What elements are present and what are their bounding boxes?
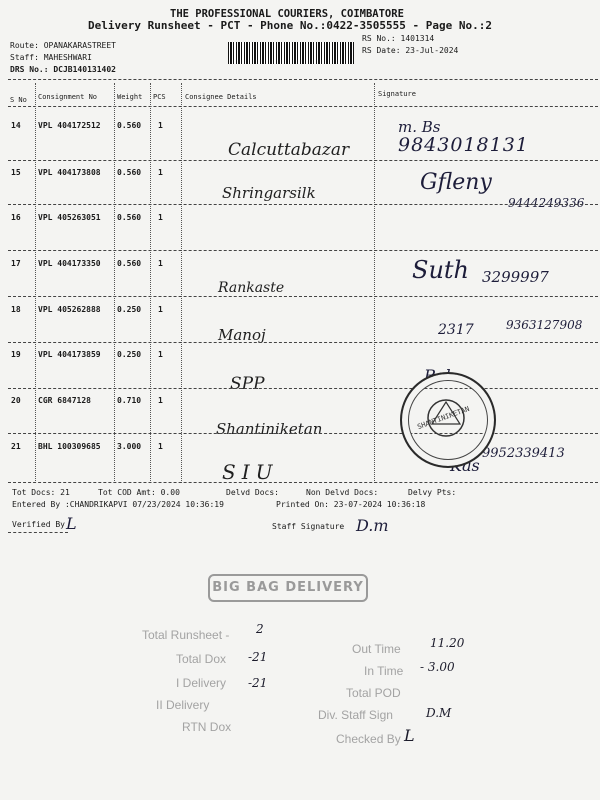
col-separator — [374, 83, 375, 483]
consignee-handwriting: Shantiniketan — [216, 420, 323, 438]
signature-handwriting: 2317 — [438, 322, 474, 338]
totals-divider — [8, 482, 598, 483]
row-divider — [8, 388, 598, 389]
stamp-div-staff-sign: Div. Staff Sign — [318, 708, 393, 722]
signature-handwriting: Kas — [450, 456, 480, 475]
table-row-weight: 0.250 — [117, 350, 142, 359]
printed-on: Printed On: 23-07-2024 10:36:18 — [276, 500, 426, 509]
seal-text: SHANTINIKETAN — [416, 404, 471, 432]
col-consignee: Consignee Details — [185, 93, 257, 101]
phone-handwriting: 9363127908 — [506, 318, 583, 332]
col-consignment: Consignment No — [38, 93, 98, 101]
col-weight: Weight — [117, 93, 143, 101]
table-row-pcs: 1 — [158, 350, 163, 359]
table-row-pcs: 1 — [158, 213, 163, 222]
row-divider — [8, 342, 598, 343]
table-row-consignment: VPL 404173808 — [38, 168, 101, 177]
table-row-sno: 18 — [11, 305, 21, 314]
signature-handwriting: Rel — [424, 366, 451, 385]
drs-number: DRS No.: DCJB140131402 — [10, 65, 116, 74]
col-separator — [150, 83, 151, 483]
stamp-total-runsheet: Total Runsheet - — [142, 628, 230, 642]
table-row-sno: 19 — [11, 350, 21, 359]
stamp-checked-by: Checked By — [336, 732, 401, 746]
rs-number: RS No.: 1401314 — [362, 34, 435, 43]
consignee-handwriting: Manoj — [218, 326, 266, 344]
total-cod-amount: Tot COD Amt: 0.00 — [98, 488, 180, 497]
table-row-weight: 0.560 — [117, 121, 142, 130]
big-bag-delivery-stamp: BIG BAG DELIVERY — [208, 574, 368, 602]
hand-total-dox: -21 — [248, 650, 268, 664]
col-pcs: PCS — [153, 93, 166, 101]
table-row-pcs: 1 — [158, 396, 163, 405]
phone-handwriting: 9952339413 — [482, 446, 565, 461]
table-row-weight: 0.560 — [117, 259, 142, 268]
signature-handwriting: Suth — [412, 256, 469, 284]
stamp-in-time: In Time — [364, 664, 404, 678]
row-divider — [8, 433, 598, 434]
table-row-sno: 20 — [11, 396, 21, 405]
table-row-consignment: VPL 404173350 — [38, 259, 101, 268]
verified-by-signature: L — [66, 514, 77, 533]
stamp-out-time: Out Time — [352, 642, 401, 656]
table-row-weight: 0.710 — [117, 396, 142, 405]
company-seal — [400, 372, 496, 468]
staff-signature-label: Staff Signature — [272, 522, 345, 531]
table-row-consignment: VPL 404173859 — [38, 350, 101, 359]
table-row-sno: 16 — [11, 213, 21, 222]
table-row-consignment: CGR 6847128 — [38, 396, 91, 405]
signature-line — [8, 532, 68, 533]
table-row-pcs: 1 — [158, 442, 163, 451]
table-row-weight: 0.560 — [117, 168, 142, 177]
row-divider — [8, 296, 598, 297]
hand-div-staff-sign: D.M — [426, 706, 452, 720]
consignee-handwriting: Calcuttabazar — [228, 140, 350, 160]
header-divider — [8, 79, 598, 80]
phone-handwriting: 9843018131 — [398, 134, 529, 156]
barcode-image — [228, 42, 354, 64]
consignee-handwriting: Shringarsilk — [222, 184, 316, 202]
company-title: THE PROFESSIONAL COURIERS, COIMBATORE — [170, 8, 404, 20]
runsheet-subtitle: Delivery Runsheet - PCT - Phone No.:0422-3505555 - Page No.:2 — [88, 19, 492, 32]
entered-by: Entered By :CHANDRIKAPVI 07/23/2024 10:36:19 — [12, 500, 224, 509]
stamp-total-dox: Total Dox — [176, 652, 227, 666]
table-row-pcs: 1 — [158, 121, 163, 130]
row-divider — [8, 250, 598, 251]
table-row-pcs: 1 — [158, 305, 163, 314]
col-separator — [181, 83, 182, 483]
row-divider — [8, 160, 598, 161]
table-row-consignment: VPL 405263051 — [38, 213, 101, 222]
table-row-weight: 3.000 — [117, 442, 142, 451]
delivery-points: Delvy Pts: — [408, 488, 457, 497]
phone-handwriting: 9444249336 — [508, 196, 585, 210]
table-row-consignment: VPL 404172512 — [38, 121, 101, 130]
column-divider — [8, 106, 598, 107]
table-row-sno: 17 — [11, 259, 21, 268]
col-separator — [114, 83, 115, 483]
non-delivered-docs: Non Delvd Docs: — [306, 488, 379, 497]
table-row-pcs: 1 — [158, 259, 163, 268]
table-row-consignment: VPL 405262888 — [38, 305, 101, 314]
col-separator — [35, 83, 36, 483]
verified-by-label: Verified By — [12, 520, 65, 529]
signature-handwriting: Gfleny — [420, 170, 492, 195]
staff-signature-value: D.m — [356, 516, 389, 535]
consignee-handwriting: SIU — [222, 460, 279, 484]
table-row-consignment: BHL 100309685 — [38, 442, 101, 451]
phone-handwriting: 3299997 — [482, 268, 549, 286]
signature-handwriting: m. Bs — [398, 118, 441, 136]
hand-out-time: 11.20 — [430, 636, 465, 650]
route-label: Route: OPANAKARASTREET — [10, 41, 116, 50]
delivered-docs: Delvd Docs: — [226, 488, 279, 497]
consignee-handwriting: SPP — [230, 374, 265, 394]
total-docs: Tot Docs: 21 — [12, 488, 70, 497]
table-row-pcs: 1 — [158, 168, 163, 177]
stamp-total-pod: Total POD — [346, 686, 401, 700]
row-divider — [8, 204, 598, 205]
stamp-ii-delivery: II Delivery — [156, 698, 210, 712]
table-row-sno: 15 — [11, 168, 21, 177]
hand-checked-by: L — [404, 726, 415, 745]
hand-i-delivery: -21 — [248, 676, 268, 690]
col-sno: S No — [10, 96, 27, 104]
table-row-weight: 0.250 — [117, 305, 142, 314]
staff-label: Staff: MAHESHWARI — [10, 53, 92, 62]
table-row-sno: 14 — [11, 121, 21, 130]
stamp-rtn-dox: RTN Dox — [182, 720, 232, 734]
table-row-weight: 0.560 — [117, 213, 142, 222]
hand-total-runsheet: 2 — [256, 622, 264, 636]
stamp-i-delivery: I Delivery — [176, 676, 227, 690]
table-row-sno: 21 — [11, 442, 21, 451]
consignee-handwriting: Rankaste — [218, 280, 285, 296]
col-signature: Signature — [378, 90, 416, 98]
rs-date: RS Date: 23-Jul-2024 — [362, 46, 459, 55]
hand-in-time: - 3.00 — [420, 660, 455, 674]
